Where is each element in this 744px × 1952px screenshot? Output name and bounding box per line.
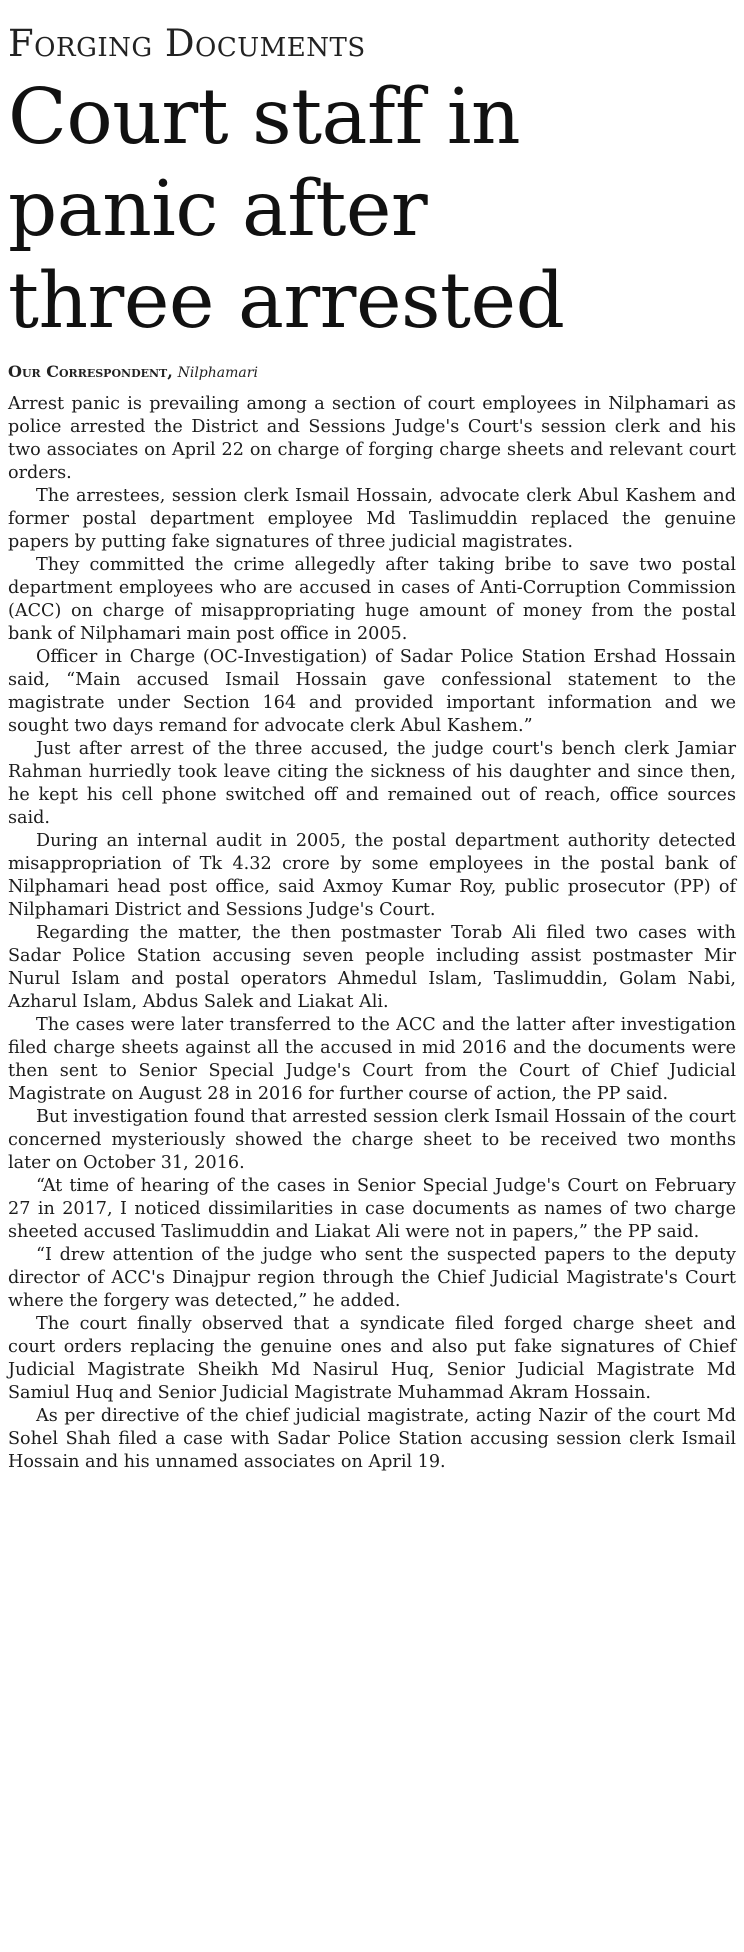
article-paragraph: Arrest panic is prevailing among a section of court employees in Nilphamari as police arrested the District and Sessions Judge's Court's session clerk and his two associates on April 22 on charge of forging charge sheets and relevant court orders. bbox=[8, 394, 736, 483]
byline-correspondent: Our Correspondent, bbox=[8, 362, 173, 381]
article-paragraph: But investigation found that arrested session clerk Ismail Hossain of the court concerned mysteriously showed the charge sheet to be received two months later on October 31, 2016. bbox=[8, 1107, 736, 1173]
article-paragraph: As per directive of the chief judicial magistrate, acting Nazir of the court Md Sohel Shah filed a case with Sadar Police Station accusing session clerk Ismail Hossain and his unnamed associates on April 19. bbox=[8, 1406, 736, 1472]
article-paragraph: “At time of hearing of the cases in Senior Special Judge's Court on February 27 in 2017, I noticed dissimilarities in case documents as names of two charge sheeted accused Taslimuddin and Liakat Ali were not in papers,” the PP said. bbox=[8, 1176, 736, 1242]
headline-line: panic after bbox=[8, 165, 428, 254]
article-paragraph: The cases were later transferred to the ACC and the latter after investigation filed charge sheets against all the accused in mid 2016 and the documents were then sent to Senior Special Judge's Court from the Court of Chief Judicial Magistrate on August 28 in 2016 for further course of action, the PP said. bbox=[8, 1015, 736, 1104]
article-paragraph: The arrestees, session clerk Ismail Hossain, advocate clerk Abul Kashem and former postal department employee Md Taslimuddin replaced the genuine papers by putting fake signatures of three judicial magistrates. bbox=[8, 486, 736, 552]
headline bbox=[8, 72, 736, 348]
article-paragraph: “I drew attention of the judge who sent the suspected papers to the deputy director of ACC's Dinajpur region through the Chief Judicial Magistrate's Court where the forgery was detected,” he added. bbox=[8, 1245, 736, 1311]
kicker: Forging Documents bbox=[8, 22, 366, 65]
headline-line: three arrested bbox=[8, 257, 565, 346]
article-body bbox=[8, 393, 736, 1474]
article-paragraph: The court finally observed that a syndicate filed forged charge sheet and court orders replacing the genuine ones and also put fake signatures of Chief Judicial Magistrate Sheikh Md Nasirul Huq, Senior Judicial Magistrate Md Samiul Huq and Senior Judicial Magistrate Muhammad Akram Hossain. bbox=[8, 1314, 736, 1403]
article-paragraph: Regarding the matter, the then postmaster Torab Ali filed two cases with Sadar Police Station accusing seven people including assist postmaster Mir Nurul Islam and postal operators Ahmedul Islam, Taslimuddin, Golam Nabi, Azharul Islam, Abdus Salek and Liakat Ali. bbox=[8, 923, 736, 1012]
article-paragraph: Just after arrest of the three accused, the judge court's bench clerk Jamiar Rahman hurriedly took leave citing the sickness of his daughter and since then, he kept his cell phone switched off and remained out of reach, office sources said. bbox=[8, 739, 736, 828]
article-paragraph: They committed the crime allegedly after taking bribe to save two postal department employees who are accused in cases of Anti-Corruption Commission (ACC) on charge of misappropriating huge amount of money from the postal bank of Nilphamari main post office in 2005. bbox=[8, 555, 736, 644]
article-paragraph: Officer in Charge (OC-Investigation) of Sadar Police Station Ershad Hossain said, “Main accused Ismail Hossain gave confessional statement to the magistrate under Section 164 and provided important information and we sought two days remand for advocate clerk Abul Kashem.” bbox=[8, 647, 736, 736]
headline-line: Court staff in bbox=[8, 73, 521, 162]
article-paragraph: During an internal audit in 2005, the postal department authority detected misappropriation of Tk 4.32 crore by some employees in the postal bank of Nilphamari head post office, said Axmoy Kumar Roy, public prosecutor (PP) of Nilphamari District and Sessions Judge's Court. bbox=[8, 831, 736, 920]
byline-location: Nilphamari bbox=[177, 365, 258, 381]
byline bbox=[8, 362, 736, 383]
